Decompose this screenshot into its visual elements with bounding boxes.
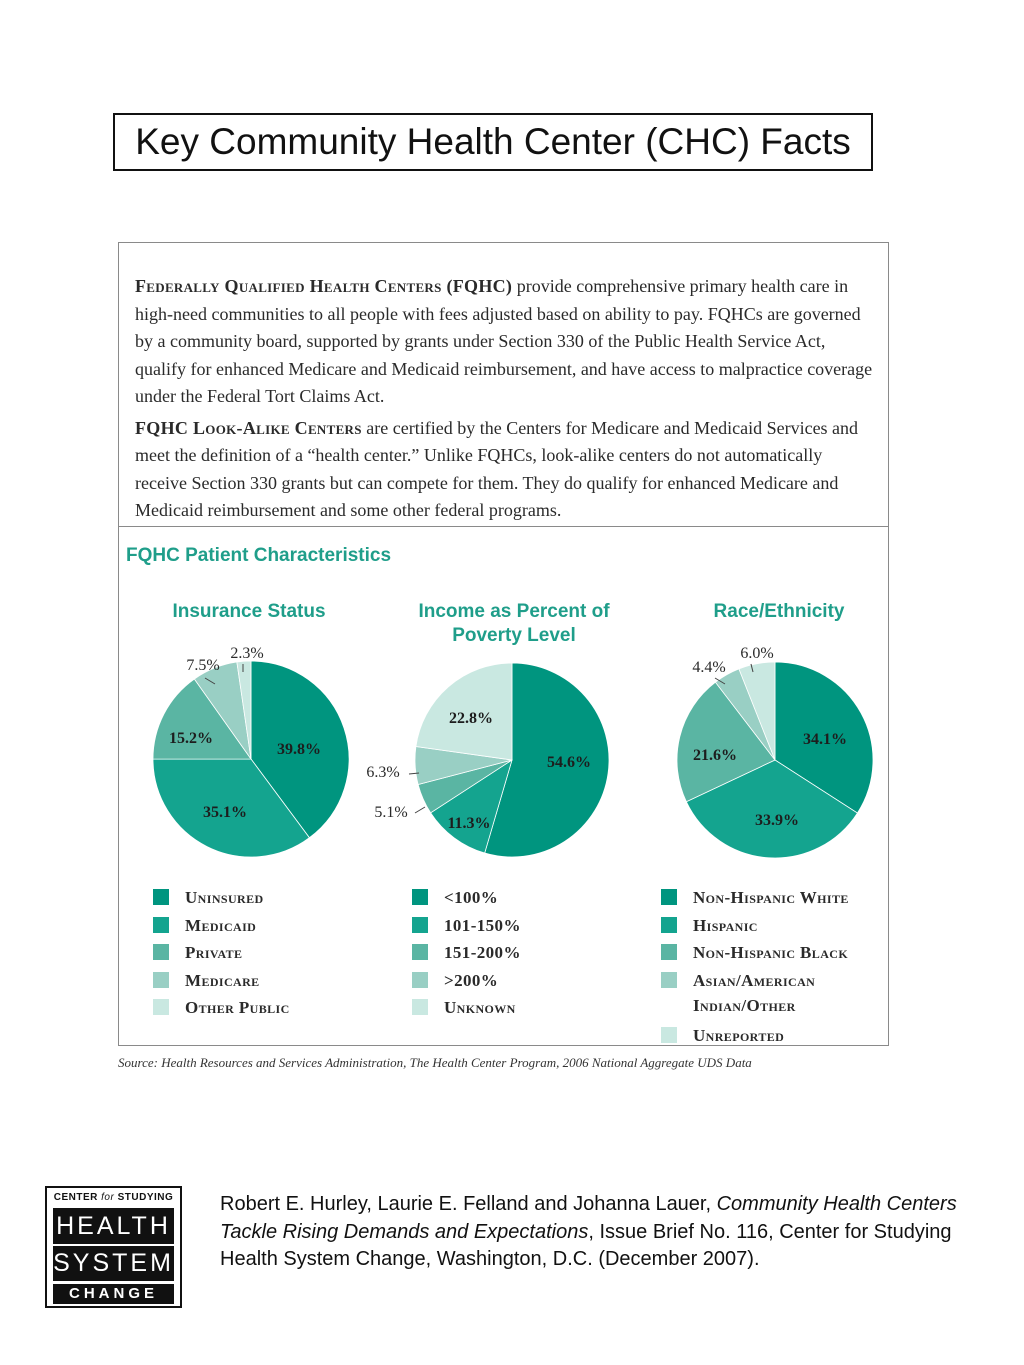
legend-swatch	[661, 917, 677, 933]
legend-label: Unknown	[444, 998, 516, 1017]
legend-item	[412, 913, 521, 938]
data-label: 11.3%	[447, 815, 491, 832]
data-label: 54.6%	[547, 754, 591, 771]
data-label: 34.1%	[803, 731, 847, 748]
lookalike-text: are certified by the Centers for Medicare and Medicaid Services and meet the definition of a “health center.” Unlike FQHCs, look-alike centers do not automatically receive Section 330 grants but can compete for them. They do qualify for enhanced Medicare and Medicaid reimbursement and some other federal programs.	[135, 417, 859, 520]
legend-label: Uninsured	[185, 888, 264, 907]
legend-swatch	[661, 972, 677, 988]
legend-swatch	[153, 944, 169, 960]
legend-label: Unreported	[693, 1025, 785, 1045]
chart-title-race: Race/Ethnicity	[713, 601, 845, 622]
lookalike-term: FQHC Look-Alike Centers	[135, 417, 362, 438]
legend-swatch	[153, 917, 169, 933]
legend-item	[661, 1023, 784, 1048]
logo-mid-block	[53, 1208, 174, 1281]
data-label: 5.1%	[374, 804, 408, 821]
logo-top-b: for	[101, 1192, 115, 1203]
lookalike-definition	[135, 415, 876, 525]
data-label: 21.6%	[693, 747, 737, 764]
chart-title-income: Income as Percent of Poverty Level	[418, 601, 610, 646]
data-label: 4.4%	[692, 659, 726, 676]
legend-swatch	[412, 972, 428, 988]
chart-title-insurance: Insurance Status	[172, 601, 326, 622]
legend-item	[153, 913, 256, 938]
legend-item	[412, 885, 498, 910]
legend-swatch	[661, 889, 677, 905]
legend-label: Private	[185, 943, 243, 962]
legend-item	[661, 885, 849, 910]
data-label: 33.9%	[755, 812, 799, 829]
legend-item	[661, 913, 758, 938]
fact-panel	[118, 242, 889, 1046]
citation-title: Community Health Centers Tackle Rising Demands and Expectations	[220, 1193, 957, 1243]
legend-item	[153, 940, 242, 965]
legend-label: >200%	[444, 970, 499, 990]
data-label: 35.1%	[203, 804, 247, 821]
legend-label: <100%	[444, 888, 499, 907]
legend-label: Hispanic	[693, 915, 758, 935]
legend-label: 151-200%	[444, 943, 521, 962]
citation	[220, 1191, 980, 1274]
citation-rest: , Issue Brief No. 116, Center for Studying Health System Change, Washington, D.C. (December 2007).	[220, 1220, 952, 1270]
legend-swatch	[412, 917, 428, 933]
logo-top-c: STUDYING	[114, 1192, 174, 1203]
legend-label: 101-150%	[444, 915, 521, 935]
page-title: Key Community Health Center (CHC) Facts	[113, 113, 873, 171]
legend-label: Medicaid	[185, 915, 257, 935]
legend-item	[412, 968, 498, 993]
hsc-logo	[45, 1186, 182, 1308]
citation-authors: Robert E. Hurley, Laurie E. Felland and Johanna Lauer,	[220, 1193, 717, 1215]
data-label: 7.5%	[186, 657, 220, 674]
logo-top-a: CENTER	[53, 1192, 102, 1203]
legend-swatch	[412, 889, 428, 905]
legend-swatch	[153, 972, 169, 988]
definitions-section	[119, 243, 888, 527]
legend-label: Medicare	[185, 970, 260, 990]
legend-swatch	[153, 999, 169, 1015]
fqhc-term: Federally Qualified Health Centers (FQHC)	[135, 276, 513, 296]
logo-word-system: SYSTEM	[53, 1249, 174, 1277]
source-note: Source: Health Resources and Services Administration, The Health Center Program, 2006 National Aggregate UDS Data	[118, 1055, 752, 1070]
logo-word-health: HEALTH	[56, 1212, 171, 1240]
legend-item	[153, 968, 260, 993]
data-label: 2.3%	[230, 645, 264, 662]
logo-word-change: CHANGE	[53, 1284, 174, 1304]
legend-swatch	[412, 944, 428, 960]
legend-item	[661, 968, 861, 1018]
legend-label: Non-Hispanic Black	[693, 943, 849, 962]
charts-area	[119, 527, 888, 1045]
legend-item	[153, 885, 264, 910]
legend-label: Other Public	[185, 998, 290, 1017]
fqhc-definition	[135, 273, 876, 411]
data-label: 6.3%	[366, 764, 400, 781]
legend-swatch	[661, 1027, 677, 1043]
legend-swatch	[412, 999, 428, 1015]
data-label: 39.8%	[277, 741, 321, 758]
section-heading: FQHC Patient Characteristics	[126, 545, 392, 566]
legend-item	[661, 940, 848, 965]
legend-label: Asian/American Indian/Other	[693, 970, 816, 1015]
fqhc-text: provide comprehensive primary health care in high-need communities to all people with fees adjusted based on ability to pay. FQHCs are governed by a community board, supported by grants under Section 330 of the Public Health Service Act, qualify for enhanced Medicare and Medicaid reimbursement, and have access to malpractice coverage under the Federal Tort Claims Act.	[135, 276, 873, 406]
legend-item	[412, 995, 516, 1020]
data-label: 6.0%	[740, 645, 774, 662]
logo-top-line	[47, 1188, 180, 1207]
data-label: 22.8%	[449, 710, 493, 727]
legend-label: Non-Hispanic White	[693, 888, 849, 907]
legend-item	[153, 995, 290, 1020]
legend-swatch	[661, 944, 677, 960]
leader-line	[415, 807, 425, 813]
legend-swatch	[153, 889, 169, 905]
legend-item	[412, 940, 521, 965]
data-label: 15.2%	[169, 730, 213, 747]
